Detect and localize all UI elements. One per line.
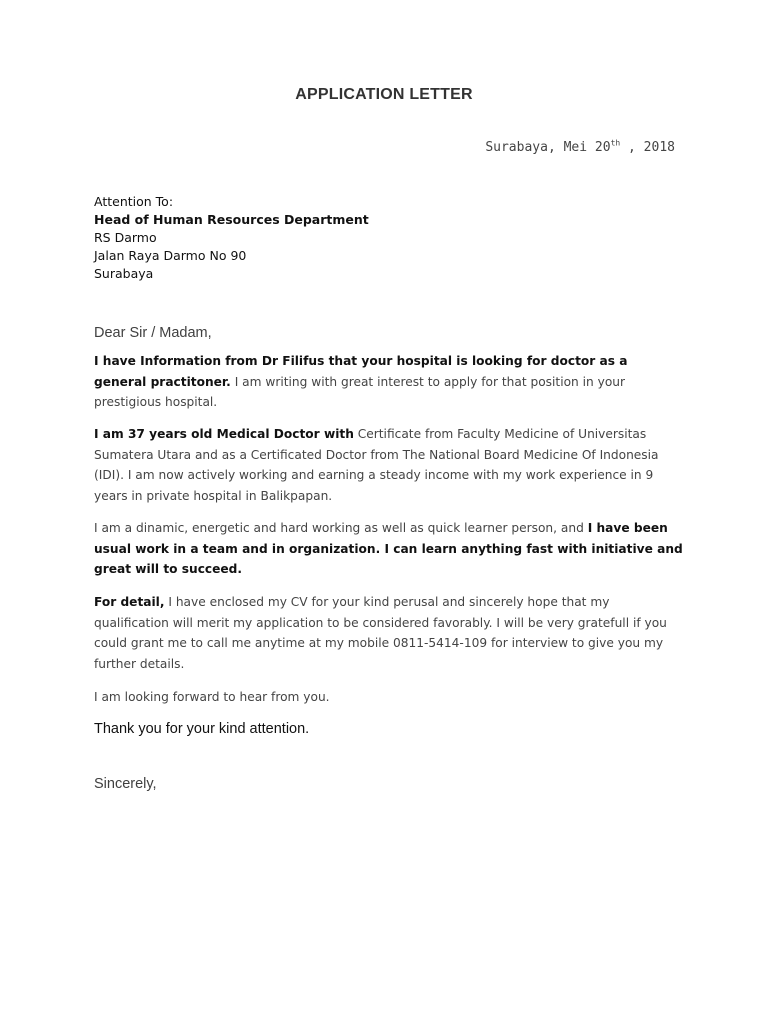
paragraph-5: I am looking forward to hear from you.	[94, 690, 330, 704]
letter-title: APPLICATION LETTER	[295, 86, 473, 103]
department-line: Head of Human Resources Department	[94, 212, 369, 227]
attention-line: Attention To:	[94, 194, 174, 209]
date-year: , 2018	[620, 140, 675, 155]
paragraph-3-bold: I have been usual work in a team and in organization. I can learn anything fast with initiative and great will to succeed.	[94, 521, 683, 576]
paragraph-4-bold: For detail,	[94, 595, 165, 609]
paragraph-1	[94, 351, 684, 413]
hospital-line: RS Darmo	[94, 230, 157, 245]
paragraph-3	[94, 518, 684, 580]
paragraph-4	[94, 592, 684, 674]
street-line: Jalan Raya Darmo No 90	[94, 248, 247, 263]
paragraph-2-bold: I am 37 years old Medical Doctor with	[94, 427, 354, 441]
letter-date	[485, 140, 675, 155]
paragraph-2-text: Certificate from Faculty Medicine of Universitas Sumatera Utara and as a Certificated Doctor from The National Board Medicine Of Indonesia (IDI). I am now actively working and earning a steady income with my work experience in 9 years in private hospital in Balikpapan.	[94, 427, 659, 503]
city-line: Surabaya	[94, 266, 154, 281]
salutation: Dear Sir / Madam,	[94, 325, 212, 341]
paragraph-3-text: I am a dinamic, energetic and hard working as well as quick learner person, and	[94, 521, 588, 535]
paragraph-1-text: I am writing with great interest to apply for that position in your prestigious hospital.	[94, 374, 626, 409]
date-ordinal-suffix: th	[610, 138, 621, 148]
thank-you-line: Thank you for your kind attention.	[94, 721, 310, 737]
paragraph-1-bold: I have Information from Dr Filifus that your hospital is looking for doctor as a general practitoner.	[94, 354, 628, 389]
paragraph-4-text: I have enclosed my CV for your kind perusal and sincerely hope that my qualification will merit my application to be considered favorably. I will be very gratefull if you could grant me to call me anytime at my mobile 0811-5414-109 for interview to give you my further details.	[94, 595, 667, 671]
date-prefix: Surabaya, Mei 20	[485, 140, 611, 155]
paragraph-2	[94, 424, 684, 506]
closing-line: Sincerely,	[94, 776, 157, 792]
recipient-address	[94, 193, 369, 283]
